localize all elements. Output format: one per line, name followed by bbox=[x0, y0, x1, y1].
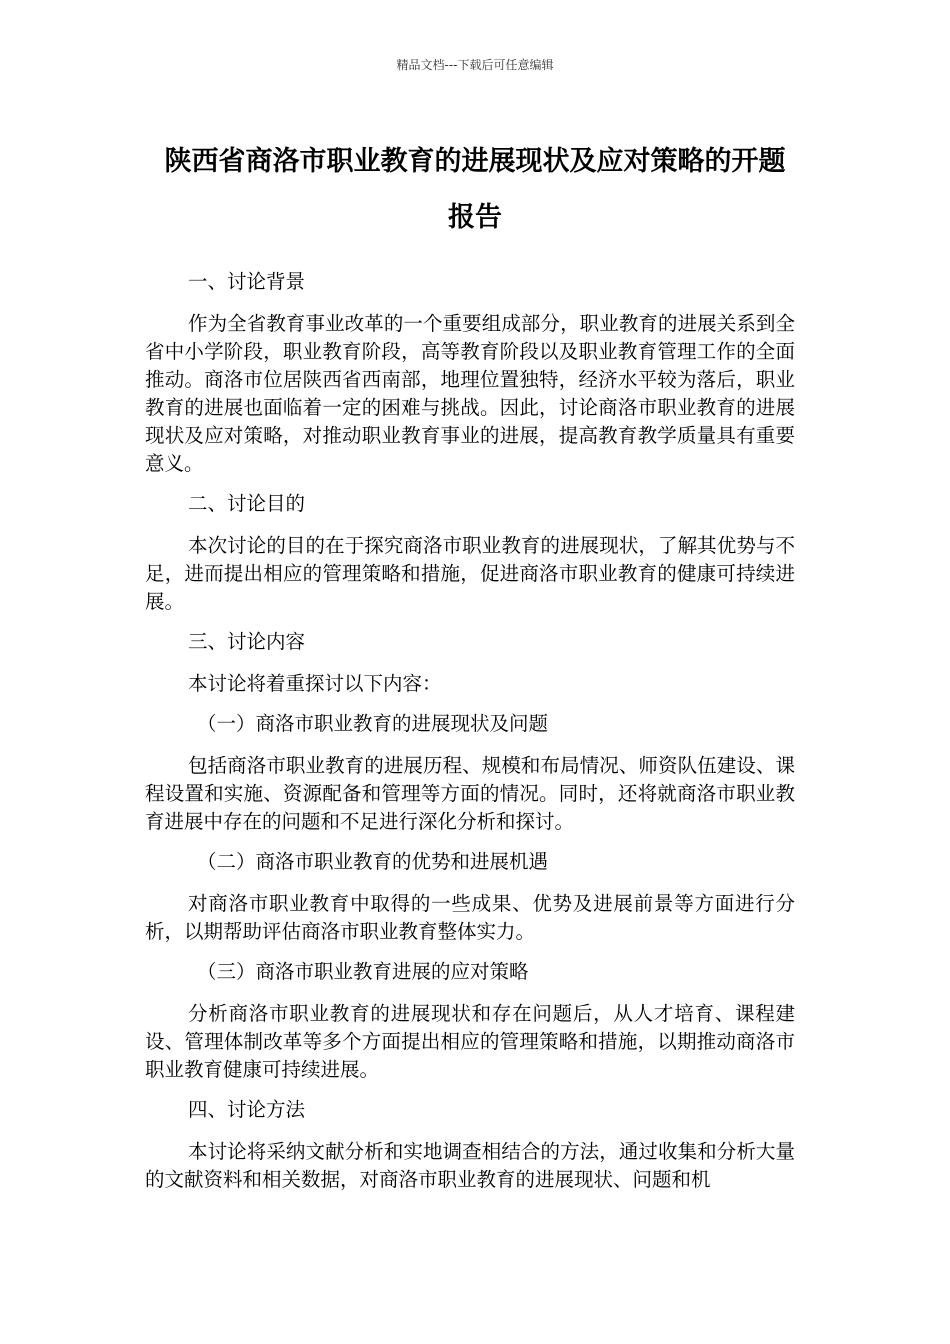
subheading-advantages-and-opportunities: （二）商洛市职业教育的优势和进展机遇 bbox=[197, 850, 549, 873]
document-title bbox=[140, 134, 810, 246]
section-heading-methods: 四、讨论方法 bbox=[188, 1098, 306, 1121]
paragraph-purpose: 本次讨论的目的在于探究商洛市职业教育的进展现状，了解其优势与不足，进而提出相应的管理策略和措施，促进商洛市职业教育的健康可持续进展。 bbox=[145, 534, 795, 613]
section-heading-purpose: 二、讨论目的 bbox=[188, 492, 306, 515]
subheading-strategies: （三）商洛市职业教育进展的应对策略 bbox=[197, 960, 529, 983]
paragraph-strategies: 分析商洛市职业教育的进展现状和存在问题后，从人才培育、课程建设、管理体制改革等多个方面提出相应的管理策略和措施，以期推动商洛市职业教育健康可持续进展。 bbox=[145, 1002, 795, 1081]
section-heading-background: 一、讨论背景 bbox=[188, 270, 306, 293]
subheading-status-and-problems: （一）商洛市职业教育的进展现状及问题 bbox=[197, 712, 549, 735]
paragraph-content-intro: 本讨论将着重探讨以下内容： bbox=[188, 672, 442, 695]
paragraph-advantages-and-opportunities: 对商洛市职业教育中取得的一些成果、优势及进展前景等方面进行分析，以期帮助评估商洛市职业教育整体实力。 bbox=[145, 892, 795, 943]
document-title-line-2: 报告 bbox=[448, 202, 502, 233]
paragraph-methods: 本讨论将采纳文献分析和实地调查相结合的方法，通过收集和分析大量的文献资料和相关数据，对商洛市职业教育的进展现状、问题和机 bbox=[145, 1140, 795, 1191]
section-heading-content: 三、讨论内容 bbox=[188, 630, 306, 653]
paragraph-background: 作为全省教育事业改革的一个重要组成部分，职业教育的进展关系到全省中小学阶段，职业教育阶段，高等教育阶段以及职业教育管理工作的全面推动。商洛市位居陕西省西南部，地理位置独特，经济水平较为落后，职业教育的进展也面临着一定的困难与挑战。因此，讨论商洛市职业教育的进展现状及应对策略，对推动职业教育事业的进展，提高教育教学质量具有重要意义。 bbox=[145, 312, 795, 475]
page-header: 精品文档---下载后可任意编辑 bbox=[396, 58, 554, 72]
paragraph-status-and-problems: 包括商洛市职业教育的进展历程、规模和布局情况、师资队伍建设、课程设置和实施、资源配备和管理等方面的情况。同时，还将就商洛市职业教育进展中存在的问题和不足进行深化分析和探讨。 bbox=[145, 754, 795, 833]
document-body bbox=[145, 268, 795, 1206]
document-title-line-1: 陕西省商洛市职业教育的进展现状及应对策略的开题 bbox=[164, 146, 786, 177]
